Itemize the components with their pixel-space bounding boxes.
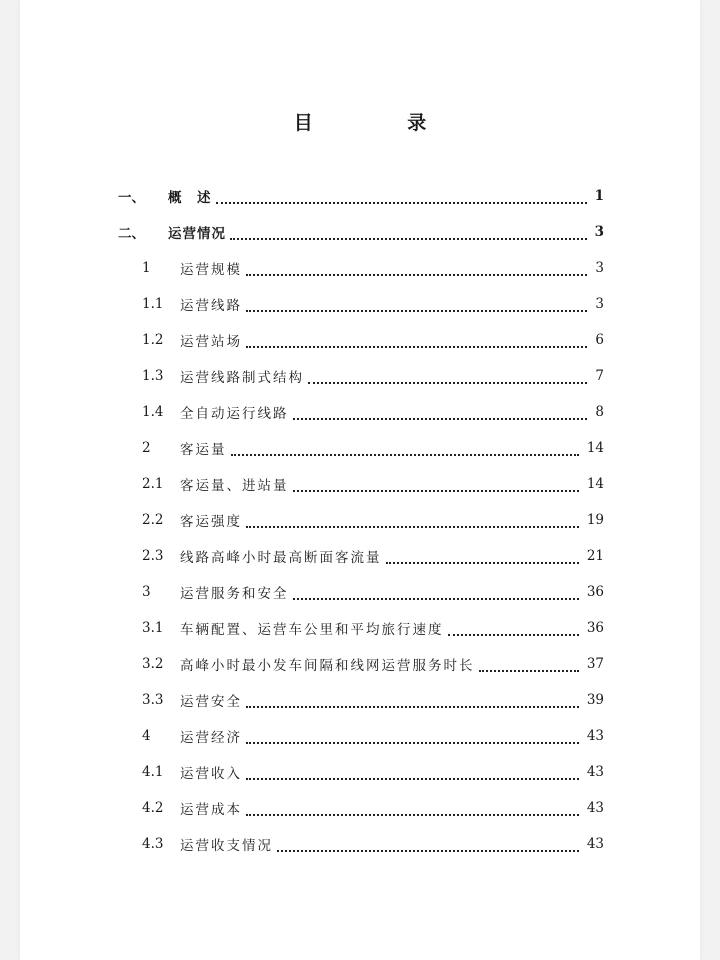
toc-entry[interactable]	[20, 250, 700, 286]
toc-entry-number: 2.2	[142, 512, 164, 528]
toc-entry-number: 1	[142, 260, 151, 276]
toc-entry-label: 车辆配置、运营车公里和平均旅行速度	[180, 618, 446, 638]
toc-entry-number: 3.1	[142, 620, 164, 636]
dot-leader	[293, 596, 579, 600]
toc-entry-page: 43	[586, 728, 604, 744]
toc-entry-page: 7	[595, 368, 604, 384]
document-page	[20, 0, 700, 960]
toc-entry[interactable]	[20, 790, 700, 826]
toc-entry[interactable]	[20, 574, 700, 610]
toc-entry-page: 36	[586, 620, 604, 636]
dot-leader	[246, 308, 587, 312]
toc-entry-label: 运营线路	[180, 294, 244, 314]
dot-leader	[231, 452, 579, 456]
toc-entry-label: 运营情况	[168, 222, 228, 242]
dot-leader	[293, 416, 587, 420]
toc-entry-label: 客运量	[180, 438, 229, 458]
toc-entry-label: 运营站场	[180, 330, 244, 350]
toc-entry-number: 1.3	[142, 368, 164, 384]
toc-entry-label: 客运强度	[180, 510, 244, 530]
toc-entry[interactable]	[20, 430, 700, 466]
dot-leader	[216, 200, 587, 204]
toc-entry-page: 43	[586, 764, 604, 780]
toc-entry-page: 21	[586, 548, 604, 564]
dot-leader	[308, 380, 587, 384]
toc-entry[interactable]	[20, 394, 700, 430]
toc-entry-number: 4.3	[142, 836, 164, 852]
dot-leader	[246, 740, 579, 744]
toc-entry-number: 二、	[118, 226, 145, 242]
toc-entry-page: 14	[586, 476, 604, 492]
dot-leader	[293, 488, 579, 492]
toc-entry[interactable]	[20, 754, 700, 790]
dot-leader	[246, 524, 579, 528]
toc-entry-number: 1.4	[142, 404, 164, 420]
dot-leader	[277, 848, 579, 852]
toc-entry-number: 3.2	[142, 656, 164, 672]
dot-leader	[246, 812, 579, 816]
toc-entry-label: 运营收支情况	[180, 834, 275, 854]
toc-entry[interactable]	[20, 178, 700, 214]
toc-entry[interactable]	[20, 538, 700, 574]
toc-entry[interactable]	[20, 718, 700, 754]
toc-entry-page: 3	[594, 224, 604, 240]
dot-leader	[386, 560, 579, 564]
toc-entry-number: 一、	[118, 190, 145, 206]
toc-entry-label: 运营规模	[180, 258, 244, 278]
toc-entry[interactable]	[20, 610, 700, 646]
dot-leader	[246, 272, 587, 276]
toc-entry-number: 3	[142, 584, 151, 600]
toc-entry[interactable]	[20, 322, 700, 358]
dot-leader	[230, 236, 587, 240]
toc-entry[interactable]	[20, 646, 700, 682]
toc-entry-page: 43	[586, 800, 604, 816]
toc-entry-page: 14	[586, 440, 604, 456]
toc-entry-label: 运营安全	[180, 690, 244, 710]
toc-entry-label: 全自动运行线路	[180, 402, 291, 422]
toc-entry-page: 8	[595, 404, 604, 420]
dot-leader	[448, 632, 579, 636]
toc-entry[interactable]	[20, 826, 700, 862]
toc-entry-page: 37	[586, 656, 604, 672]
toc-entry-page: 3	[595, 296, 604, 312]
toc-entry[interactable]	[20, 466, 700, 502]
toc-entry-number: 2	[142, 440, 151, 456]
dot-leader	[479, 668, 579, 672]
toc-entry-number: 2.3	[142, 548, 164, 564]
dot-leader	[246, 344, 587, 348]
toc-entry-number: 2.1	[142, 476, 164, 492]
toc-entry-page: 43	[586, 836, 604, 852]
toc-entry-label: 线路高峰小时最高断面客流量	[180, 546, 384, 566]
toc-entry-label: 运营服务和安全	[180, 582, 291, 602]
toc-entry[interactable]	[20, 214, 700, 250]
toc-title: 目 录	[293, 112, 471, 134]
toc-entry[interactable]	[20, 358, 700, 394]
toc-entry-label: 概 述	[168, 186, 214, 206]
toc-entry-number: 4.1	[142, 764, 164, 780]
toc-entry-label: 运营成本	[180, 798, 244, 818]
toc-entry-number: 1.1	[142, 296, 164, 312]
toc-entry-page: 1	[594, 188, 604, 204]
toc-entry-number: 3.3	[142, 692, 164, 708]
toc-entry[interactable]	[20, 682, 700, 718]
toc-entry-page: 6	[595, 332, 604, 348]
toc-entry-number: 1.2	[142, 332, 164, 348]
toc-entry-page: 19	[586, 512, 604, 528]
toc-entry-number: 4.2	[142, 800, 164, 816]
toc-entry-label: 运营线路制式结构	[180, 366, 306, 386]
toc-entry-page: 36	[586, 584, 604, 600]
toc-entry-label: 运营收入	[180, 762, 244, 782]
toc-entry-label: 客运量、进站量	[180, 474, 291, 494]
toc-entry-label: 高峰小时最小发车间隔和线网运营服务时长	[180, 654, 477, 674]
dot-leader	[246, 704, 579, 708]
toc-entry-label: 运营经济	[180, 726, 244, 746]
toc-entry[interactable]	[20, 502, 700, 538]
toc-entry-page: 3	[595, 260, 604, 276]
toc-entry[interactable]	[20, 286, 700, 322]
toc-entry-number: 4	[142, 728, 151, 744]
dot-leader	[246, 776, 579, 780]
toc-entry-page: 39	[586, 692, 604, 708]
